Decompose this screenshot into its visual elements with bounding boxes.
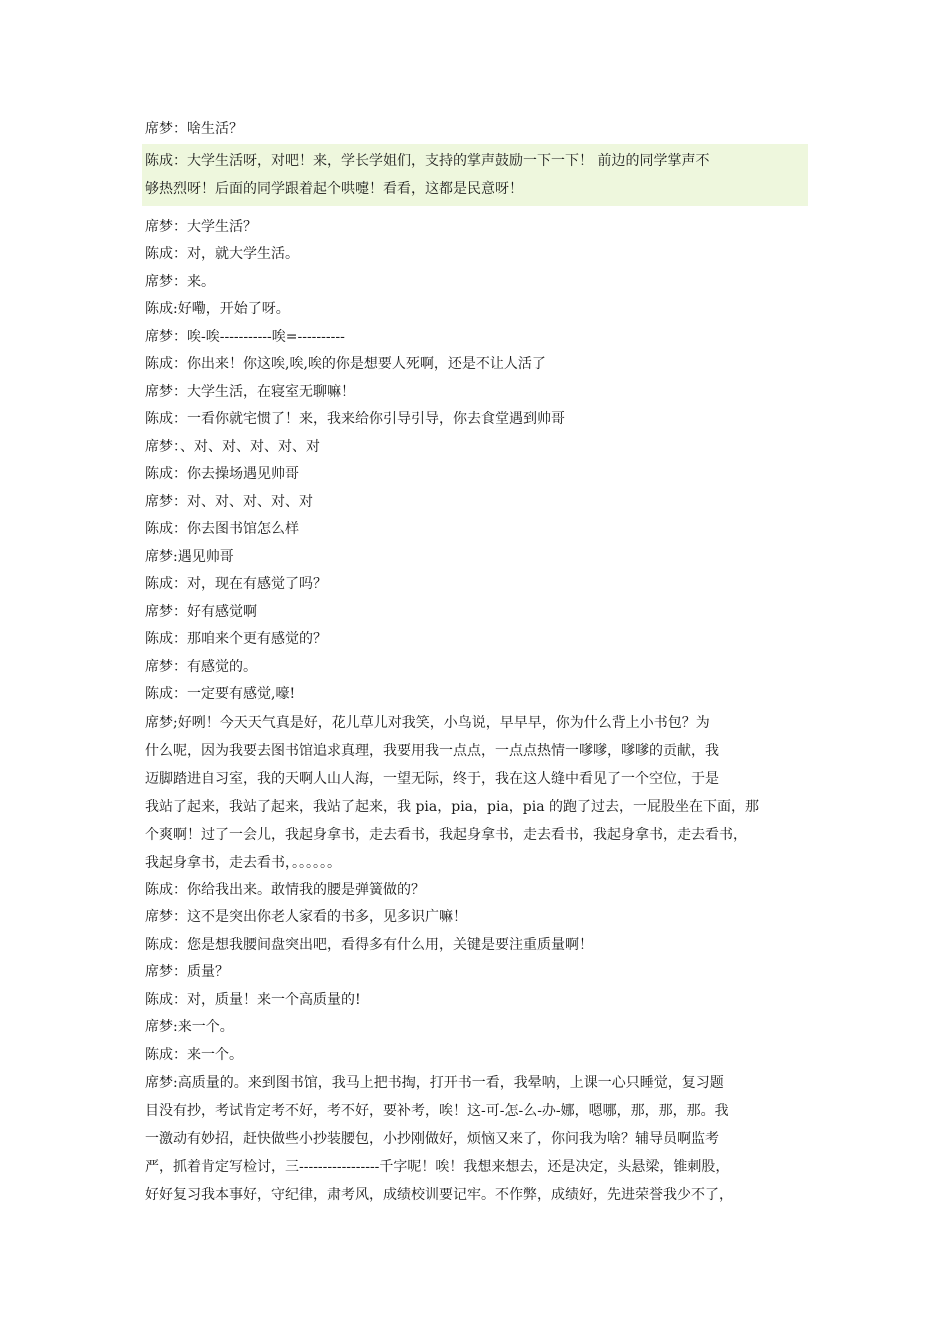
dialogue-line: 席梦：这不是突出你老人家看的书多，见多识广嘛！ bbox=[145, 909, 467, 925]
dialogue-line: 席梦：质量？ bbox=[145, 964, 229, 980]
dialogue-line: 席梦：大学生活？ bbox=[145, 218, 257, 235]
dialogue-line: 陈成：对，现在有感觉了吗？ bbox=[145, 576, 327, 592]
dialogue-line: 陈成：一看你就宅惯了！来，我来给你引导引导，你去食堂遇到帅哥 bbox=[145, 411, 565, 427]
paragraph-line: 什么呢，因为我要去图书馆追求真理，我要用我一点点，一点点热情一嗲嗲，嗲嗲的贡献，我 bbox=[145, 742, 719, 759]
dialogue-line: 陈成：那咱来个更有感觉的？ bbox=[145, 631, 327, 647]
dialogue-line: 席梦：、对、对、对、对、对 bbox=[145, 438, 320, 455]
dialogue-line: 陈成:好嘞，开始了呀。 bbox=[145, 301, 290, 317]
paragraph-line: 席梦;好咧！今天天气真是好，花儿草儿对我笑，小鸟说，早早早，你为什么背上小书包？为 bbox=[145, 714, 710, 731]
dialogue-line: 陈成：你去操场遇见帅哥 bbox=[145, 466, 299, 482]
dialogue-line: 席梦：啥生活？ bbox=[145, 121, 243, 137]
dialogue-line: 陈成：你出来！你这唉,唉,唉的你是想要人死啊，还是不让人活了 bbox=[145, 356, 546, 372]
dialogue-line: 陈成：您是想我腰间盘突出吧，看得多有什么用，关键是要注重质量啊！ bbox=[145, 936, 593, 953]
dialogue-line: 席梦：好有感觉啊 bbox=[145, 603, 257, 620]
paragraph-line: 我起身拿书，走去看书，。。。。。。 bbox=[145, 854, 341, 871]
dialogue-line: 席梦：对、对、对、对、对 bbox=[145, 493, 313, 510]
dialogue-line: 席梦：大学生活，在寝室无聊嘛！ bbox=[145, 383, 355, 400]
paragraph-line: 好好复习我本事好，守纪律，肃考风，成绩校训要记牢。不作弊，成绩好，先进荣誉我少不了， bbox=[145, 1187, 733, 1203]
dialogue-line: 陈成：对，质量！来一个高质量的! bbox=[145, 991, 361, 1008]
dialogue-line: 陈成：对，就大学生活。 bbox=[145, 246, 299, 262]
paragraph-line: 迈脚踏进自习室，我的天啊人山人海，一望无际，终于，我在这人缝中看见了一个空位，于是 bbox=[145, 770, 719, 787]
paragraph-line: 个爽啊！过了一会儿，我起身拿书，走去看书，我起身拿书，走去看书，我起身拿书，走去看书， bbox=[145, 826, 747, 843]
dialogue-line: 席梦：唉-唉-----------唉=---------- bbox=[145, 328, 345, 345]
paragraph-line: 一激动有妙招，赶快做些小抄装腰包，小抄刚做好，烦恼又来了，你问我为啥？辅导员啊监考 bbox=[145, 1131, 719, 1147]
dialogue-line: 陈成：你给我出来。敢情我的腰是弹簧做的？ bbox=[145, 881, 425, 898]
paragraph-line: 席梦:高质量的。来到图书馆，我马上把书掏，打开书一看，我晕呐，上课一心只睡觉，复习题 bbox=[145, 1075, 724, 1091]
dialogue-line: 席梦：有感觉的。 bbox=[145, 658, 257, 675]
dialogue-line: 陈成：来一个。 bbox=[145, 1046, 243, 1063]
monologue-paragraph bbox=[145, 709, 810, 877]
monologue-paragraph bbox=[145, 1069, 810, 1209]
document-page bbox=[145, 116, 810, 1209]
dialogue-line: 陈成：大学生活呀，对吧！来，学长学姐们，支持的掌声鼓励一下一下！ 前边的同学掌声不 bbox=[145, 152, 710, 169]
dialogue-line: 陈成：你去图书馆怎么样 bbox=[145, 521, 299, 537]
dialogue-line: 席梦:来一个。 bbox=[145, 1019, 234, 1035]
paragraph-line: 严，抓着肯定写检讨，三-----------------千字呢！唉！我想来想去，还是决定，头悬梁，锥刺股， bbox=[145, 1159, 730, 1175]
dialogue-line: 陈成：一定要有感觉,嚎! bbox=[145, 686, 296, 702]
paragraph-line: 目没有抄，考试肯定考不好，考不好，要补考，唉！这-可-怎-么-办-娜，嗯哪，那，那，那。我 bbox=[145, 1103, 729, 1119]
dialogue-line: 够热烈呀！后面的同学跟着起个哄嚏！看看，这都是民意呀！ bbox=[145, 180, 523, 197]
paragraph-line: 我站了起来，我站了起来，我站了起来，我 pia，pia，pia，pia 的跑了过去，一屁股坐在下面，那 bbox=[145, 798, 760, 815]
dialogue-line: 席梦:遇见帅哥 bbox=[145, 548, 234, 565]
highlighted-paragraph bbox=[142, 144, 808, 206]
dialogue-line: 席梦：来。 bbox=[145, 273, 215, 290]
